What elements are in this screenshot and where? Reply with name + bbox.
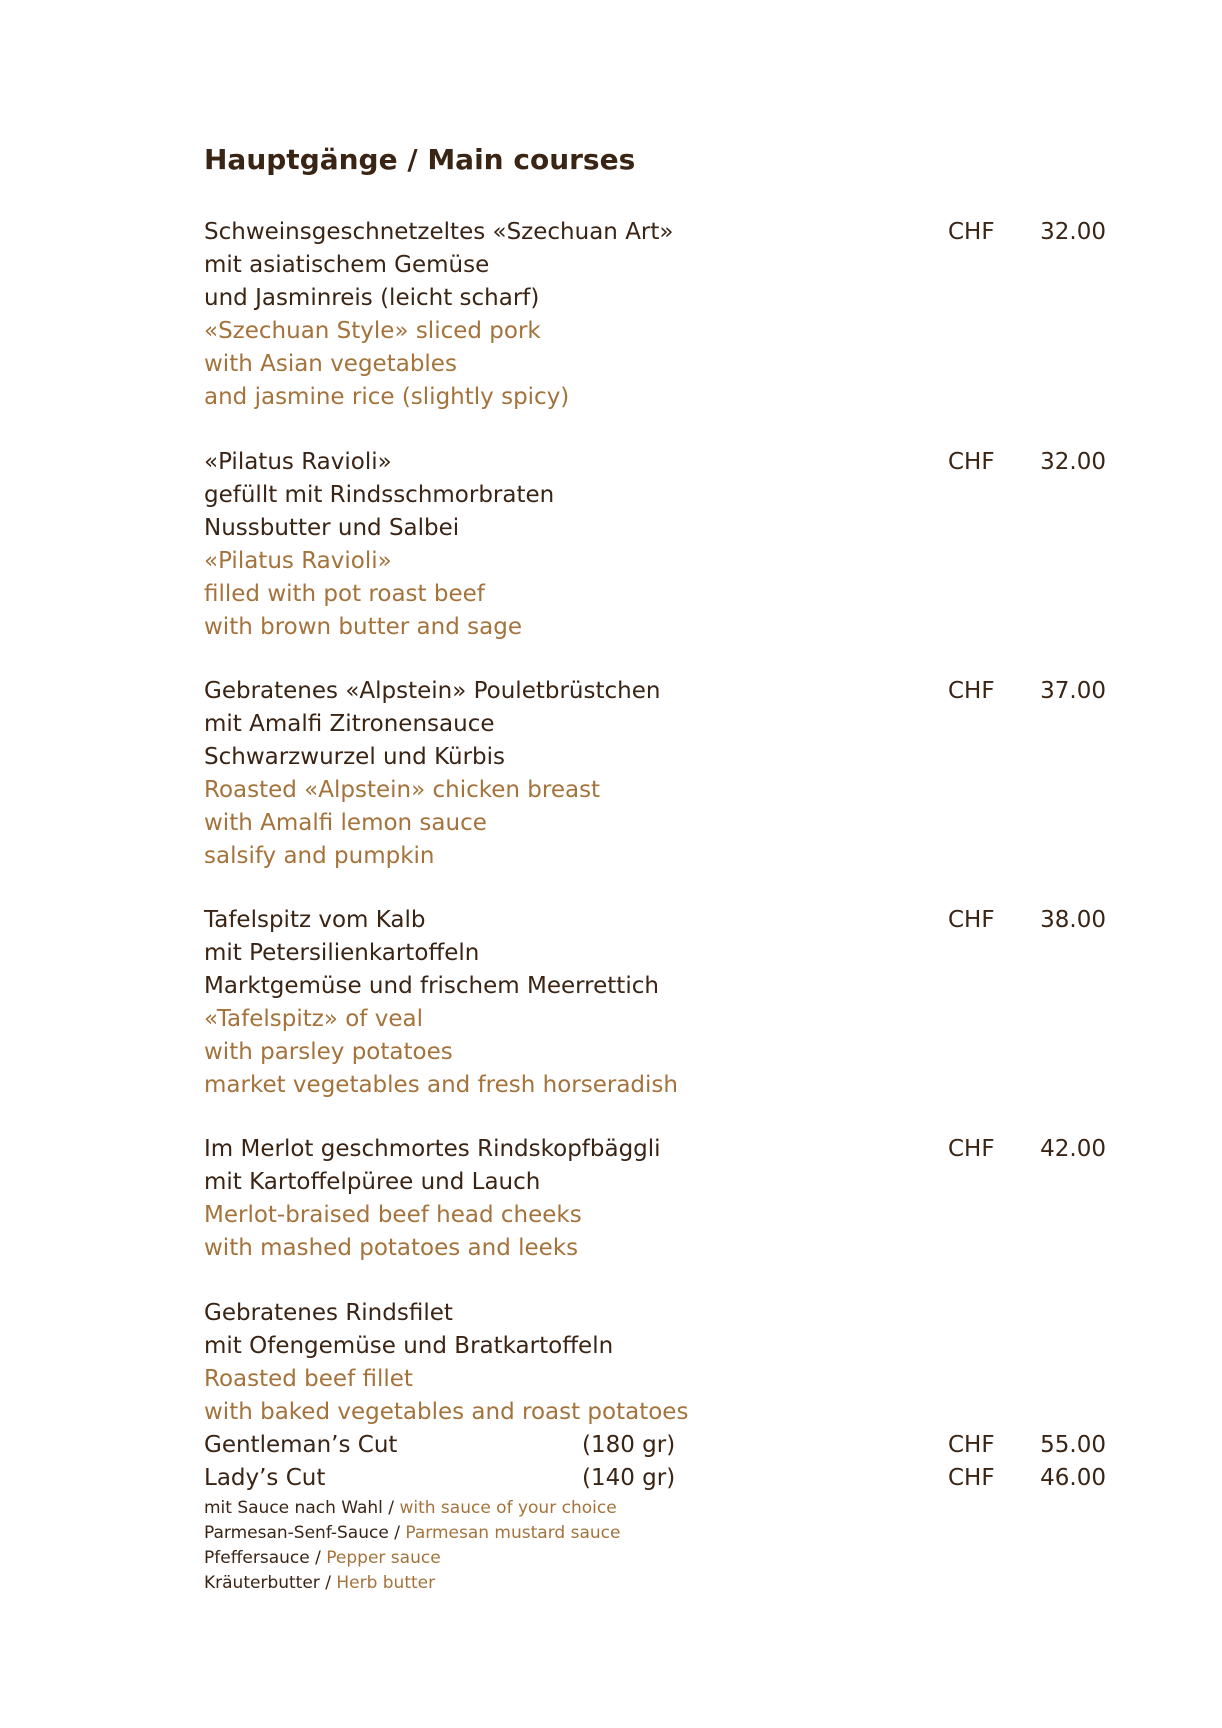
dish-name-de: Schweinsgeschnetzeltes «Szechuan Art» CHF 32.00: [204, 216, 1104, 249]
dish-desc-en: with brown butter and sage: [204, 614, 522, 640]
dish-desc-en: with baked vegetables and roast potatoes: [204, 1399, 689, 1425]
dish-desc-en: with parsley potatoes: [204, 1039, 453, 1065]
dish-desc-en: with Asian vegetables: [204, 351, 457, 377]
portion-gentlemans-cut: [204, 1429, 1104, 1462]
currency: CHF: [948, 449, 995, 475]
dish-name-en: Roasted beef fillet: [204, 1366, 413, 1392]
dish-desc-de: mit Petersilienkartoffeln: [204, 940, 480, 966]
dish-desc-de: gefüllt mit Rindsschmorbraten: [204, 482, 555, 508]
dish-desc-de: mit Amalfi Zitronensauce: [204, 711, 495, 737]
dish-name-en: «Tafelspitz» of veal: [204, 1006, 423, 1032]
currency: CHF: [948, 1465, 995, 1491]
menu-item-beef-fillet: [204, 1297, 1104, 1495]
price: 32.00: [1040, 449, 1106, 475]
price: 46.00: [1040, 1465, 1106, 1491]
dish-desc-de: Schwarzwurzel und Kürbis: [204, 744, 506, 770]
sauce-line: Kräuterbutter / Herb butter: [204, 1573, 436, 1593]
dish-name-de: Tafelspitz vom Kalb CHF 38.00: [204, 904, 1104, 937]
currency: CHF: [948, 1432, 995, 1458]
sauce-options: [204, 1496, 620, 1596]
dish-desc-de: Nussbutter und Salbei: [204, 515, 460, 541]
dish-desc-en: salsify and pumpkin: [204, 843, 435, 869]
currency: CHF: [948, 1136, 995, 1162]
price: 42.00: [1040, 1136, 1106, 1162]
menu-item-szechuan-pork: [204, 216, 1104, 414]
currency: CHF: [948, 219, 995, 245]
dish-desc-de: mit Ofengemüse und Bratkartoffeln: [204, 1333, 614, 1359]
dish-desc-de: mit asiatischem Gemüse: [204, 252, 490, 278]
dish-name-en: Roasted «Alpstein» chicken breast: [204, 777, 601, 803]
portion-weight: (180 gr): [582, 1432, 676, 1458]
dish-name-en: Merlot-braised beef head cheeks: [204, 1202, 582, 1228]
currency: CHF: [948, 678, 995, 704]
menu-item-beef-cheeks: [204, 1133, 1104, 1265]
page-title: Hauptgänge / Main courses: [204, 143, 636, 176]
portion-name: Gentleman’s Cut: [204, 1432, 398, 1458]
portion-ladys-cut: [204, 1462, 1104, 1495]
dish-desc-de: Marktgemüse und frischem Meerrettich: [204, 973, 659, 999]
dish-desc-en: with mashed potatoes and leeks: [204, 1235, 579, 1261]
dish-name-de: Gebratenes «Alpstein» Pouletbrüstchen CHF 37.00: [204, 675, 1104, 708]
menu-item-pilatus-ravioli: [204, 446, 1104, 644]
dish-name-en: «Pilatus Ravioli»: [204, 548, 392, 574]
portion-weight: (140 gr): [582, 1465, 676, 1491]
portion-name: Lady’s Cut: [204, 1465, 326, 1491]
dish-name-de: «Pilatus Ravioli» CHF 32.00: [204, 446, 1104, 479]
dish-name-de: Im Merlot geschmortes Rindskopfbäggli CHF 42.00: [204, 1133, 1104, 1166]
menu-item-tafelspitz: [204, 904, 1104, 1102]
dish-desc-de: und Jasminreis (leicht scharf): [204, 285, 540, 311]
menu-item-chicken-breast: [204, 675, 1104, 873]
dish-desc-de: mit Kartoffelpüree und Lauch: [204, 1169, 541, 1195]
sauce-line: Parmesan-Senf-Sauce / Parmesan mustard sauce: [204, 1523, 621, 1543]
dish-desc-en: market vegetables and fresh horseradish: [204, 1072, 678, 1098]
dish-desc-en: with Amalfi lemon sauce: [204, 810, 487, 836]
dish-name-de: Gebratenes Rindsfilet: [204, 1300, 453, 1326]
sauce-line: mit Sauce nach Wahl / with sauce of your choice: [204, 1498, 617, 1518]
dish-name-en: «Szechuan Style» sliced pork: [204, 318, 541, 344]
sauce-line: Pfeffersauce / Pepper sauce: [204, 1548, 441, 1568]
price: 32.00: [1040, 219, 1106, 245]
dish-desc-en: and jasmine rice (slightly spicy): [204, 384, 570, 410]
dish-desc-en: filled with pot roast beef: [204, 581, 485, 607]
currency: CHF: [948, 907, 995, 933]
price: 37.00: [1040, 678, 1106, 704]
price: 38.00: [1040, 907, 1106, 933]
price: 55.00: [1040, 1432, 1106, 1458]
